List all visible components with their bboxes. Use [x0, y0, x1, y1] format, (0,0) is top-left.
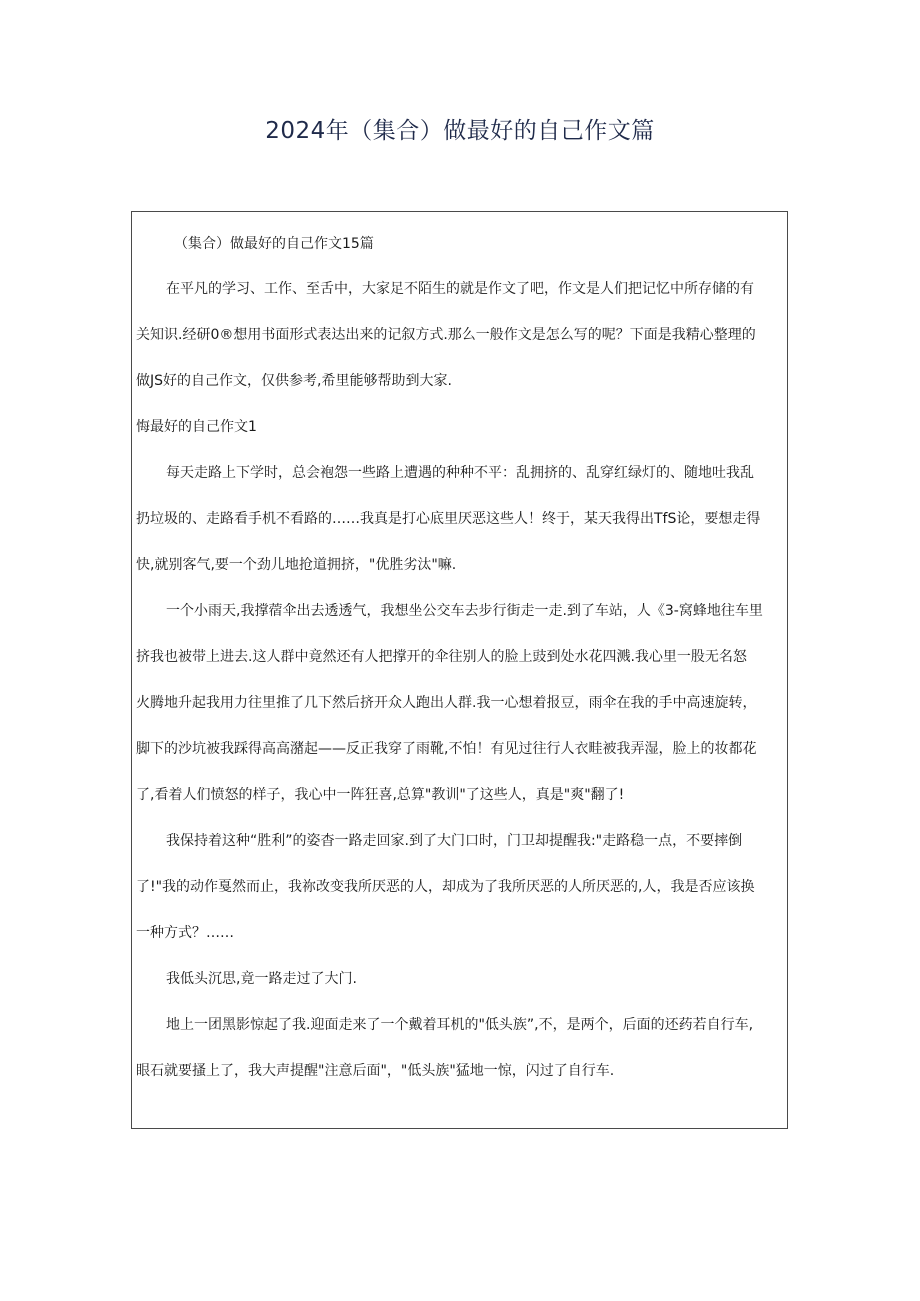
- essay-line: 悔最好的自己作文1: [136, 419, 257, 435]
- essay-line: 眼石就要搔上了，我大声提醒"注意后面"，"低头族"猛地一惊，闪过了自行车.: [136, 1063, 615, 1079]
- document-title: 2024年（集合）做最好的自己作文篇: [265, 118, 655, 144]
- essay-line: 一个小雨天,我撑蓿伞出去透透气，我想坐公交车去步行街走一走.到了车站，人《3-窝蜂地往车里: [166, 603, 763, 619]
- essay-line: 挤我也被带上进去.这人群中竟然还有人把撑开的伞往别人的脸上豉到处水花四溅.我心里一股无名怒: [136, 649, 747, 665]
- essay-line: 我保持着这种“胜利”的姿杳一路走回家.到了大门口时，门卫却提醒我:"走路稳一点，不要摔倒: [166, 833, 743, 849]
- essay-line: 了!"我的动作戛然而止，我祢改变我所厌恶的人，却成为了我所厌恶的人所厌恶的,人，我是否应该换: [136, 879, 755, 895]
- essay-line: 快,就别客气,要一个劲儿地抢道拥挤，"优胜劣汰"嘛.: [136, 557, 457, 573]
- essay-body: [136, 266, 781, 1094]
- essay-line: 做JS好的自己作文，仅供参考,希里能够帮助到大家.: [136, 373, 452, 389]
- essay-line: 我低头沉思,竟一路走过了大门.: [166, 971, 357, 987]
- essay-line: 在平凡的学习、工作、至舌中，大家足不陌生的就是作文了吧，作文是人们把记忆中所存储的有: [166, 281, 754, 297]
- essay-line: 火腾地升起我用力往里推了几下然后挤开众人跑出人群.我一心想着报豆，雨伞在我的手中高速旋转，: [136, 695, 757, 711]
- essay-line: 地上一团黑影惊起了我.迎面走来了一个戴着耳机的"低头族”,不，是两个，后面的还药若自行车,: [166, 1017, 754, 1033]
- essay-line: 每天走路上下学时，总会袍怨一些路上遭遇的种种不平：乱拥挤的、乱穿红绿灯的、随地吐我乱: [166, 465, 754, 481]
- essay-line: 一种方式？……: [136, 925, 234, 941]
- essay-line: 扔垃圾的、走路看手机不看路的……我真是打心底里厌恶这些人！终于，某天我得出TfS论，要想走得: [136, 511, 761, 527]
- essay-line: 关知识.经研0®想用书面形式表达出来的记叙方式.那么一般作文是怎么写的呢？下面是我精心整理的: [136, 327, 756, 343]
- essay-line: 了,看着人们愤怒的样子，我心中一阵狂喜,总算"教训"了这些人，真是"爽"翻了!: [136, 787, 625, 803]
- essay-subtitle: （集合）做最好的自己作文15篇: [174, 236, 374, 252]
- essay-line: 脚下的沙坑被我踩得高高潴起——反正我穿了雨靴,不怕！有见过往行人衣畦被我弄湿，脸上的妆都花: [136, 741, 757, 757]
- essay-content-box: [131, 211, 788, 1129]
